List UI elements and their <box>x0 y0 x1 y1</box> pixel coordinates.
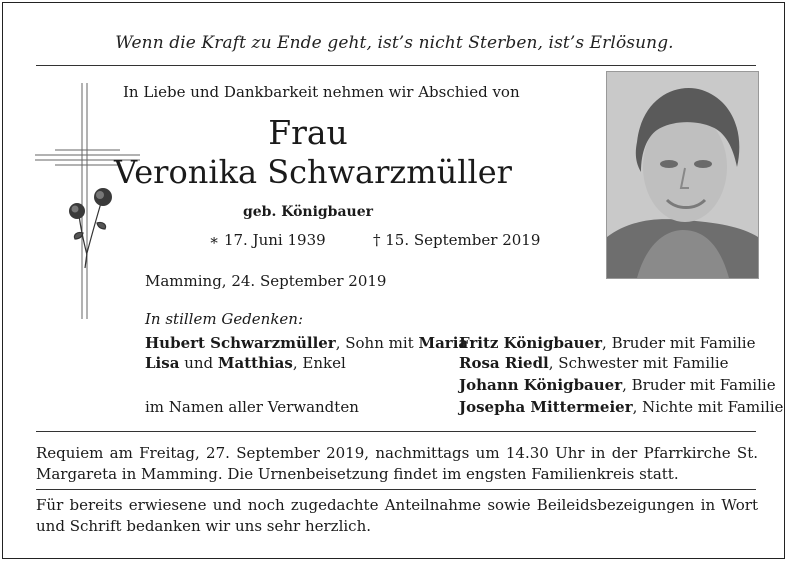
mourner-name: Maria <box>418 334 469 352</box>
in-memory-heading: In stillem Gedenken: <box>145 310 304 328</box>
mourner-line <box>459 375 776 395</box>
mourner-relation: , Sohn mit <box>335 334 419 352</box>
requiem-notice: Requiem am Freitag, 27. September 2019, nachmittags um 14.30 Uhr in der Pfarrkirche St. Margareta in Mamming. Die Urnenbeisetzung findet im engsten Familienkreis statt. <box>36 444 758 483</box>
birth-date: ∗ 17. Juni 1939 <box>209 231 326 249</box>
salutation: Frau <box>268 113 348 152</box>
mourner-name: Matthias <box>217 354 293 372</box>
portrait-photo <box>606 71 759 279</box>
mourner-line <box>145 333 468 353</box>
mourner-name: Rosa Riedl <box>459 354 549 372</box>
mourner-name: Fritz Königbauer <box>459 334 603 352</box>
mourner-relation: und <box>179 354 218 372</box>
mourner-name: Josepha Mittermeier <box>459 398 633 416</box>
birth-name: geb. Königbauer <box>242 204 374 220</box>
mourner-line <box>145 353 346 373</box>
motto-quote: Wenn die Kraft zu Ende geht, ist’s nicht Sterben, ist’s Erlösung. <box>115 33 674 53</box>
place-and-date: Mamming, 24. September 2019 <box>145 272 387 290</box>
divider-lower <box>36 489 756 490</box>
divider-top <box>36 65 756 66</box>
mourner-name: Hubert Schwarzmüller <box>145 334 336 352</box>
mourner-relation: , Bruder mit Familie <box>622 376 776 394</box>
obituary-card <box>2 2 785 559</box>
mourner-relation: , Enkel <box>292 354 346 372</box>
intro-text: In Liebe und Dankbarkeit nehmen wir Abschied von <box>123 83 520 101</box>
mourner-line <box>459 397 783 417</box>
mourner-line <box>459 353 729 373</box>
mourner-name: Lisa <box>145 354 180 372</box>
mourner-relation: , Schwester mit Familie <box>548 354 729 372</box>
deceased-name: Veronika Schwarzmüller <box>114 153 512 191</box>
death-date: † 15. September 2019 <box>373 231 541 249</box>
mourner-name: Johann Königbauer <box>459 376 623 394</box>
relatives-line: im Namen aller Verwandten <box>145 398 359 416</box>
mourner-relation: , Nichte mit Familie <box>632 398 784 416</box>
divider-middle <box>36 431 756 432</box>
mourner-line <box>459 333 755 353</box>
mourner-relation: , Bruder mit Familie <box>602 334 756 352</box>
thanks-note: Für bereits erwiesene und noch zugedachte Anteilnahme sowie Beileidsbezeigungen in Wort und Schrift bedanken wir uns sehr herzlich. <box>36 496 758 535</box>
